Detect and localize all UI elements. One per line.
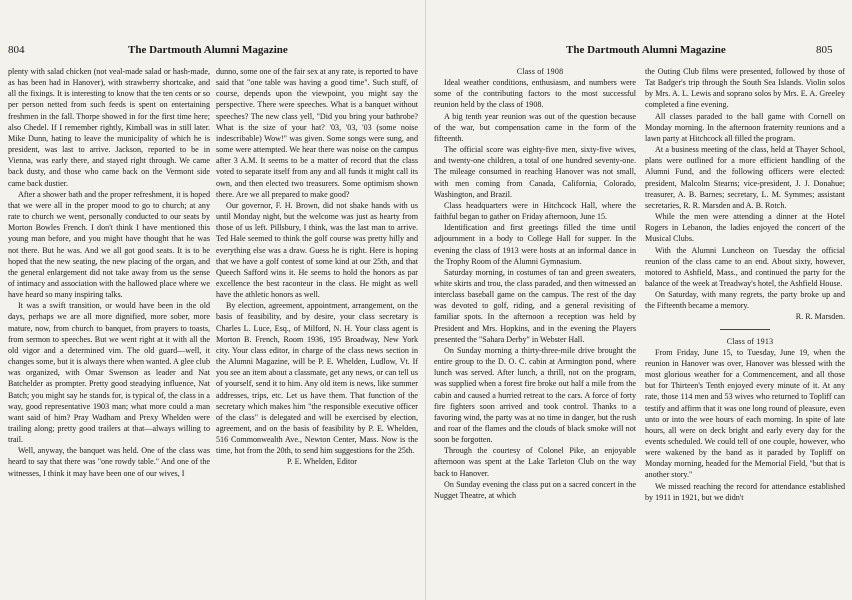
paragraph: On Saturday, with many regrets, the party broke up and the Fifteenth became a memory. bbox=[645, 290, 845, 311]
paragraph: After a shower bath and the proper refreshment, it is hoped that we were all in the proper mood to go to church; at any rate to church we went, personally conducted to our seats by Morton Bowles French. I don't think I have mentioned this young man before, and you might have thought that he was not there. But he was. And we all got good seats. It is to be hoped that the new seating, the new placing of the organ, and the general enlargement did not take away from us the sense of intimacy and association with the hallowed place where we have heard so many inspiring talks. bbox=[8, 189, 210, 300]
paragraph: Identification and first greetings filled the time until adjournment in a body to College Hall for supper. In the evening the class of 1913 were hosts at an informal dance in the Trophy Room of the Alumni Gymnasium. bbox=[434, 223, 636, 266]
paragraph: the Outing Club films were presented, followed by those of Tat Badger's trip through the South Sea Islands. Violin solos by Mrs. A. L. Lewis and soprano solos by Mrs. E. A. Greeley completed a fine evening. bbox=[645, 67, 845, 110]
paragraph: By election, agreement, appointment, arrangement, on the basis of feasibility, and by desire, your class secretary is Charles L. Luce, Esq., of Milford, N. H. Your class agent is Morton B. French, Room 1936, 195 Broadway, New York city. Your class editor, in charge of the class news section in the Alumni Magazine, will be P. E. Whelden, Ludlow, Vt. If you see an item about a classmate, get any news, or can tell us of yourself, send it to him. Any old item is news, like summer addresses, trips, etc. Let us have them. That function of the secretary which makes him "the responsible executive officer of the class" is delegated and will be exercised by election, agreement, and on the basis of feasibility by P. E. Whelden, 516 Commonwealth Ave., Newton Center, Mass. Now is the time, hot from the 20th, to send him suggestions for the 25th. bbox=[216, 301, 418, 456]
left-column-1 bbox=[8, 66, 210, 596]
paragraph: From Friday, June 15, to Tuesday, June 19, when the reunion in Hanover was over, Hanover was blessed with the most glorious weather for a Commencement, and all those but for Thirteen's Tenth enjoyed every minute of it. At any rate, those 114 men and 53 wives who returned to Topliff can testify and affirm that it was one long round of pleasure, even unto or into the wee hours of each morning. In spite of late hours, all were on deck bright and early every day for the events scheduled. We could tell of one couple, however, who were wakened by the band as it paraded by Topliff on Monday morning, headed for the Memorial Field, "but that is another story." bbox=[645, 347, 845, 480]
editor-signature: P. E. Whelden, Editor bbox=[287, 457, 357, 467]
paragraph: At a business meeting of the class, held at Thayer School, plans were outlined for a more efficient handling of the Alumni Fund, and the following officers were elected: president, Malcolm Stearns; vice-president, J. J. Donahue; treasurer, A. B. Barnes; secretary, L. M. Symmes; assistant secretaries, R. R. Marsden and A. B. Rotch. bbox=[645, 145, 845, 210]
section-divider bbox=[720, 329, 770, 330]
paragraph: Through the courtesy of Colonel Pike, an enjoyable afternoon was spent at the Lake Tarleton Club on the way back to Hanover. bbox=[434, 446, 636, 478]
paragraph: dunno, some one of the fair sex at any rate, is reported to have said that "one table was having a good time". Such stuff, of course, depends upon the viewpoint, you might say the perspective. There were speeches. What is a banquet without speeches? The new class yell, "Did you bring your bathrobe? What is the size of your hat? '03, '03, '03 (some noise indescribable) Wow!" was given. Some songs were sung, and some were attempted. We hear there was noise on the campus after 3 A.M. It seems to be a matter of record that the class voted to separate itself from any and all funds it might call its own, and then elected two treasurers. Some optimism shown there. Are we all prepared to make good? bbox=[216, 67, 418, 199]
paragraph: It was a swift transition, or would have been in the old days, perhaps we are all more dignified, more sober, more mature, now, from church to banquet, from prayers to toasts, from sermon to speeches. But we went right at it with all the old vigor and a determined vim. The old guard—well, it changes some, but it is always there when wanted. A glee club was organized, with Omar Swenson as leader and Nat Batchelder as prompter. Pretty good steadying influence, Nat Batch; you might say he stands for, is typical of, the class in a way, good representative 1903 man; what more could a man want said of him? Pray Wadham and Prexy Whelden were trailing along; pretty good trailers at that—always willing to trail. bbox=[8, 301, 210, 445]
paragraph: On Sunday morning a thirty-three-mile drive brought the entire group to the D. O. C. cabin at Armington pond, where lunch was served. After lunch, a thrill, not on the program, was supplied when a forest fire broke out half a mile from the cabin and caused a hurried retreat to the cars. A force of forty fire fighters soon arrived and took control. Thanks to a favoring wind, the party was at no time in danger, but the rush and roar of the flames and the clouds of black smoke will not soon be forgotten. bbox=[434, 345, 636, 445]
paragraph: We missed reaching the record for attendance established by 1911 in 1921, but we didn't bbox=[645, 481, 845, 502]
paragraph: While the men were attending a dinner at the Hotel Rogers in Lebanon, the ladies enjoyed the concert of the Musical Clubs. bbox=[645, 212, 845, 244]
paragraph: plenty with salad chicken (not veal-made salad or hash-made, as has been had in Hanover), with strawberry shortcake, and all the fixings. It is interesting to know that the ten cents or so per person netted from such feeds is spent on entertaining freshmen in the fall. Thorpe showed in for the first time here; also Chedel. If I remember rightly, Kimball was in still later. Mike Dunn, hating to leave the municipality of which he is president, was last to arrive. Jackson, reported to be in Vienna, was early there, and stayed right through. We came back dusty, and those who came back on the Vermont side came back dustier. bbox=[8, 67, 210, 188]
running-title: The Dartmouth Alumni Magazine bbox=[128, 44, 288, 56]
section-heading: Class of 1913 bbox=[726, 336, 774, 346]
left-column-2 bbox=[216, 66, 418, 596]
paragraph: Ideal weather conditions, enthusiasm, and numbers were some of the contributing factors to the most successful reunion held by the class of 1908. bbox=[434, 78, 636, 110]
paragraph: The official score was eighty-five men, sixty-five wives, and twenty-one children, a total of one hundred seventy-one. The mileage consumed in reaching Hanover was not small, with men coming from Canada, California, Colorado, Washington, and Brazil. bbox=[434, 145, 636, 199]
right-page bbox=[426, 0, 852, 600]
paragraph: Well, anyway, the banquet was held. One of the class was heard to say that there was "one rowdy table." And one of the witnesses, I think it may have been one of our wives, I bbox=[8, 446, 210, 478]
section-heading: Class of 1908 bbox=[516, 67, 564, 76]
right-column-1 bbox=[434, 66, 636, 596]
right-column-2 bbox=[645, 66, 845, 596]
paragraph: Saturday morning, in costumes of tan and green sweaters, white skirts and trou, the class paraded, and then witnessed an interclass baseball game on the campus. The rest of the day was devoted to golf, riding, and a general revisiting of familiar spots. In the afternoon a reception was held by President and Mrs. Hopkins, and in the evening the Players presented the "Sahara Derby" in Webster Hall. bbox=[434, 267, 636, 344]
paragraph: A big tenth year reunion was out of the question because of the war, but compensation came in the form of the fifteenth. bbox=[434, 111, 636, 143]
paragraph: With the Alumni Luncheon on Tuesday the official reunion of the class came to an end. About sixty, however, motored to Ashfield, Mass., and continued the party for the balance of the week at Treadway's hotel, the Ashfield House. bbox=[645, 245, 845, 288]
author-signature: R. R. Marsden. bbox=[795, 312, 845, 322]
paragraph: On Sunday evening the class put on a sacred concert in the Nugget Theatre, at which bbox=[434, 479, 636, 500]
paragraph: Our governor, F. H. Brown, did not shake hands with us until Monday night, but the welcome was just as hearty from those of us left. Pillsbury, I think, was the last man to arrive. Ted Hale seemed to think the golf course was pretty hilly and everything else was a draw. Guess he is right. Here is hoping that we have a golf contest of some kind at our 25th, and that Queech Safford wins it. He seems to hold the honors as par excellence the best raconteur in the class. He might as well have the athletic honors as well. bbox=[216, 200, 418, 300]
page-number: 805 bbox=[816, 44, 833, 56]
page-number: 804 bbox=[8, 44, 25, 56]
paragraph: All classes paraded to the ball game with Cornell on Monday morning. In the afternoon fraternity reunions and a lawn party at Hitchcock all filled the program. bbox=[645, 111, 845, 143]
running-title: The Dartmouth Alumni Magazine bbox=[566, 44, 726, 56]
paragraph: Class headquarters were in Hitchcock Hall, where the faithful began to gather on Friday afternoon, June 15. bbox=[434, 200, 636, 222]
